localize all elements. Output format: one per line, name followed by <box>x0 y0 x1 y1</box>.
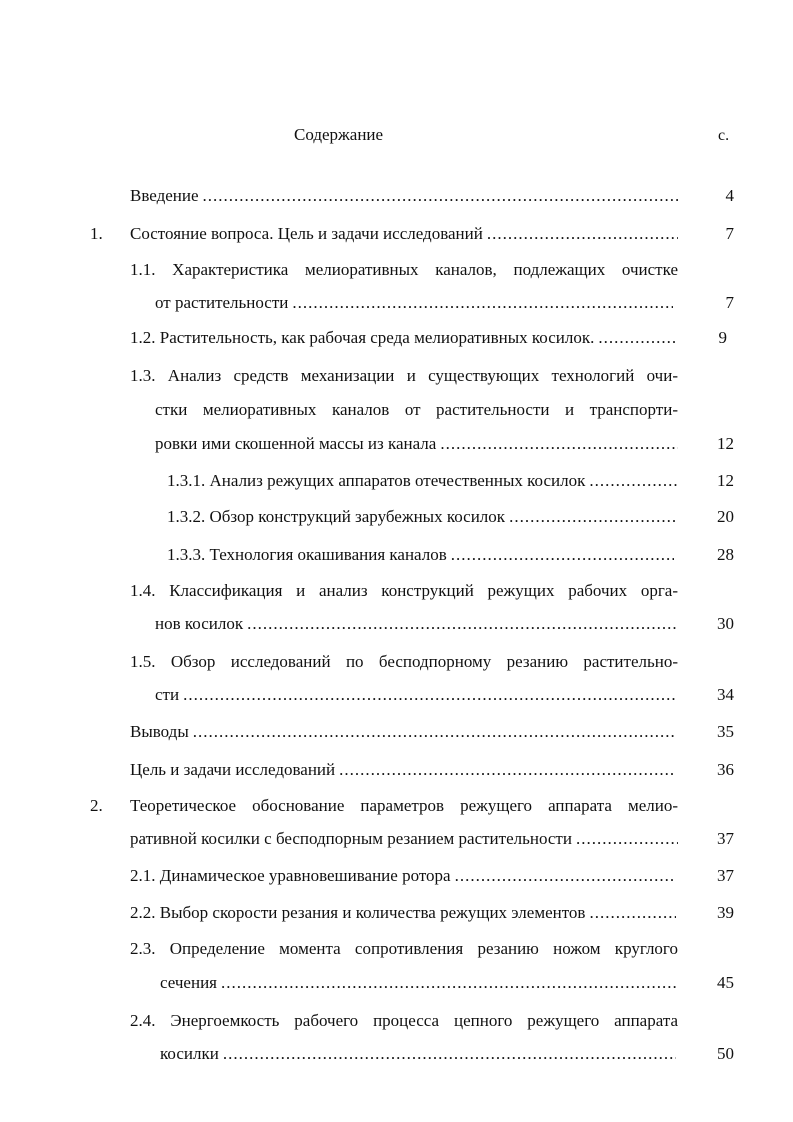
toc-page: 37 <box>717 829 734 848</box>
toc-page: 12 <box>717 471 734 490</box>
toc-entry-2-2[interactable] <box>130 902 676 924</box>
toc-text: сти <box>155 685 180 704</box>
toc-entry-2-1[interactable] <box>130 865 676 887</box>
toc-page: 20 <box>717 507 734 526</box>
toc-entry-1-5-line2[interactable] <box>155 684 676 706</box>
toc-entry-1-3-line3[interactable] <box>155 433 678 455</box>
dot-leader <box>487 223 678 245</box>
toc-text: нов косилок <box>155 614 244 633</box>
dot-leader <box>292 292 673 314</box>
toc-entry-ch1[interactable] <box>130 223 678 245</box>
toc-text: от растительности <box>155 293 289 312</box>
toc-entry-ch2-line2[interactable] <box>130 828 678 850</box>
toc-text: 1.3.2. Обзор конструкций зарубежных косилок <box>167 507 506 526</box>
toc-page: 7 <box>725 293 734 312</box>
toc-page: 28 <box>717 545 734 564</box>
dot-leader <box>247 613 678 635</box>
toc-text: 2.1. Динамическое уравновешивание ротора <box>130 866 451 885</box>
toc-entry-intro[interactable] <box>130 185 678 207</box>
dot-leader <box>221 972 678 994</box>
dot-leader <box>598 327 675 349</box>
toc-text: ративной косилки с бесподпорным резанием растительности <box>130 829 572 848</box>
toc-entry-1-5-line1[interactable]: 1.5. Обзор исследований по бесподпорному резанию растительно- <box>130 652 678 671</box>
toc-text: 1.3.3. Технология окашивания каналов <box>167 545 447 564</box>
dot-leader <box>183 684 676 706</box>
toc-entry-2-4-line2[interactable] <box>160 1043 676 1065</box>
toc-text: 1.3.1. Анализ режущих аппаратов отечественных косилок <box>167 471 586 490</box>
toc-entry-1-4-line2[interactable] <box>155 613 678 635</box>
toc-entry-1-4-line1[interactable]: 1.4. Классификация и анализ конструкций режущих рабочих орга- <box>130 581 678 600</box>
toc-page: 36 <box>717 760 734 779</box>
toc-entry-1-3-3[interactable] <box>167 544 674 566</box>
toc-text: Состояние вопроса. Цель и задачи исследований <box>130 224 483 243</box>
toc-page: 35 <box>717 722 734 741</box>
toc-entry-2-4-line1[interactable]: 2.4. Энергоемкость рабочего процесса цепного режущего аппарата <box>130 1011 678 1030</box>
dot-leader <box>589 902 676 924</box>
toc-entry-2-3-line2[interactable] <box>160 972 678 994</box>
dot-leader <box>203 185 678 207</box>
toc-page: 9 <box>718 328 727 347</box>
dot-leader <box>440 433 678 455</box>
dot-leader <box>509 506 676 528</box>
toc-entry-1-3-line1[interactable]: 1.3. Анализ средств механизации и существующих технологий очи- <box>130 366 678 385</box>
toc-text: ровки ими скошенной массы из канала <box>155 434 437 453</box>
toc-page: 39 <box>717 903 734 922</box>
toc-text: 2.2. Выбор скорости резания и количества режущих элементов <box>130 903 586 922</box>
toc-entry-1-3-2[interactable] <box>167 506 676 528</box>
toc-page: 50 <box>717 1044 734 1063</box>
toc-entry-ch2-line1[interactable]: Теоретическое обоснование параметров режущего аппарата мелио- <box>130 796 678 815</box>
page-column-label: с. <box>718 127 730 144</box>
chapter-number: 2. <box>90 796 103 815</box>
dot-leader <box>576 828 678 850</box>
toc-page: 34 <box>717 685 734 704</box>
toc-entry-1-2[interactable] <box>130 327 675 349</box>
toc-text: Введение <box>130 186 199 205</box>
toc-text: 1.2. Растительность, как рабочая среда мелиоративных косилок. <box>130 328 595 347</box>
dot-leader <box>339 759 673 781</box>
dot-leader <box>455 865 676 887</box>
toc-title: Содержание <box>294 125 384 144</box>
toc-page: 12 <box>717 434 734 453</box>
toc-entry-goals[interactable] <box>130 759 673 781</box>
toc-entry-1-3-line2[interactable]: стки мелиоративных каналов от растительности и транспорти- <box>155 400 678 419</box>
toc-text: сечения <box>160 973 217 992</box>
toc-page: 30 <box>717 614 734 633</box>
chapter-number: 1. <box>90 224 103 243</box>
toc-entry-1-3-1[interactable] <box>167 470 678 492</box>
toc-page: 4 <box>725 186 734 205</box>
dot-leader <box>223 1043 676 1065</box>
dot-leader <box>589 470 678 492</box>
dot-leader <box>451 544 674 566</box>
toc-entry-1-1-line2[interactable] <box>155 292 673 314</box>
toc-entry-2-3-line1[interactable]: 2.3. Определение момента сопротивления резанию ножом круглого <box>130 939 678 958</box>
toc-text: косилки <box>160 1044 219 1063</box>
toc-text: Цель и задачи исследований <box>130 760 336 779</box>
toc-entry-1-1-line1[interactable]: 1.1. Характеристика мелиоративных каналов, подлежащих очистке <box>130 260 678 279</box>
toc-text: Выводы <box>130 722 189 741</box>
toc-page: 45 <box>717 973 734 992</box>
toc-page: 7 <box>725 224 734 243</box>
toc-entry-conclusions[interactable] <box>130 721 676 743</box>
dot-leader <box>193 721 676 743</box>
toc-page: 37 <box>717 866 734 885</box>
